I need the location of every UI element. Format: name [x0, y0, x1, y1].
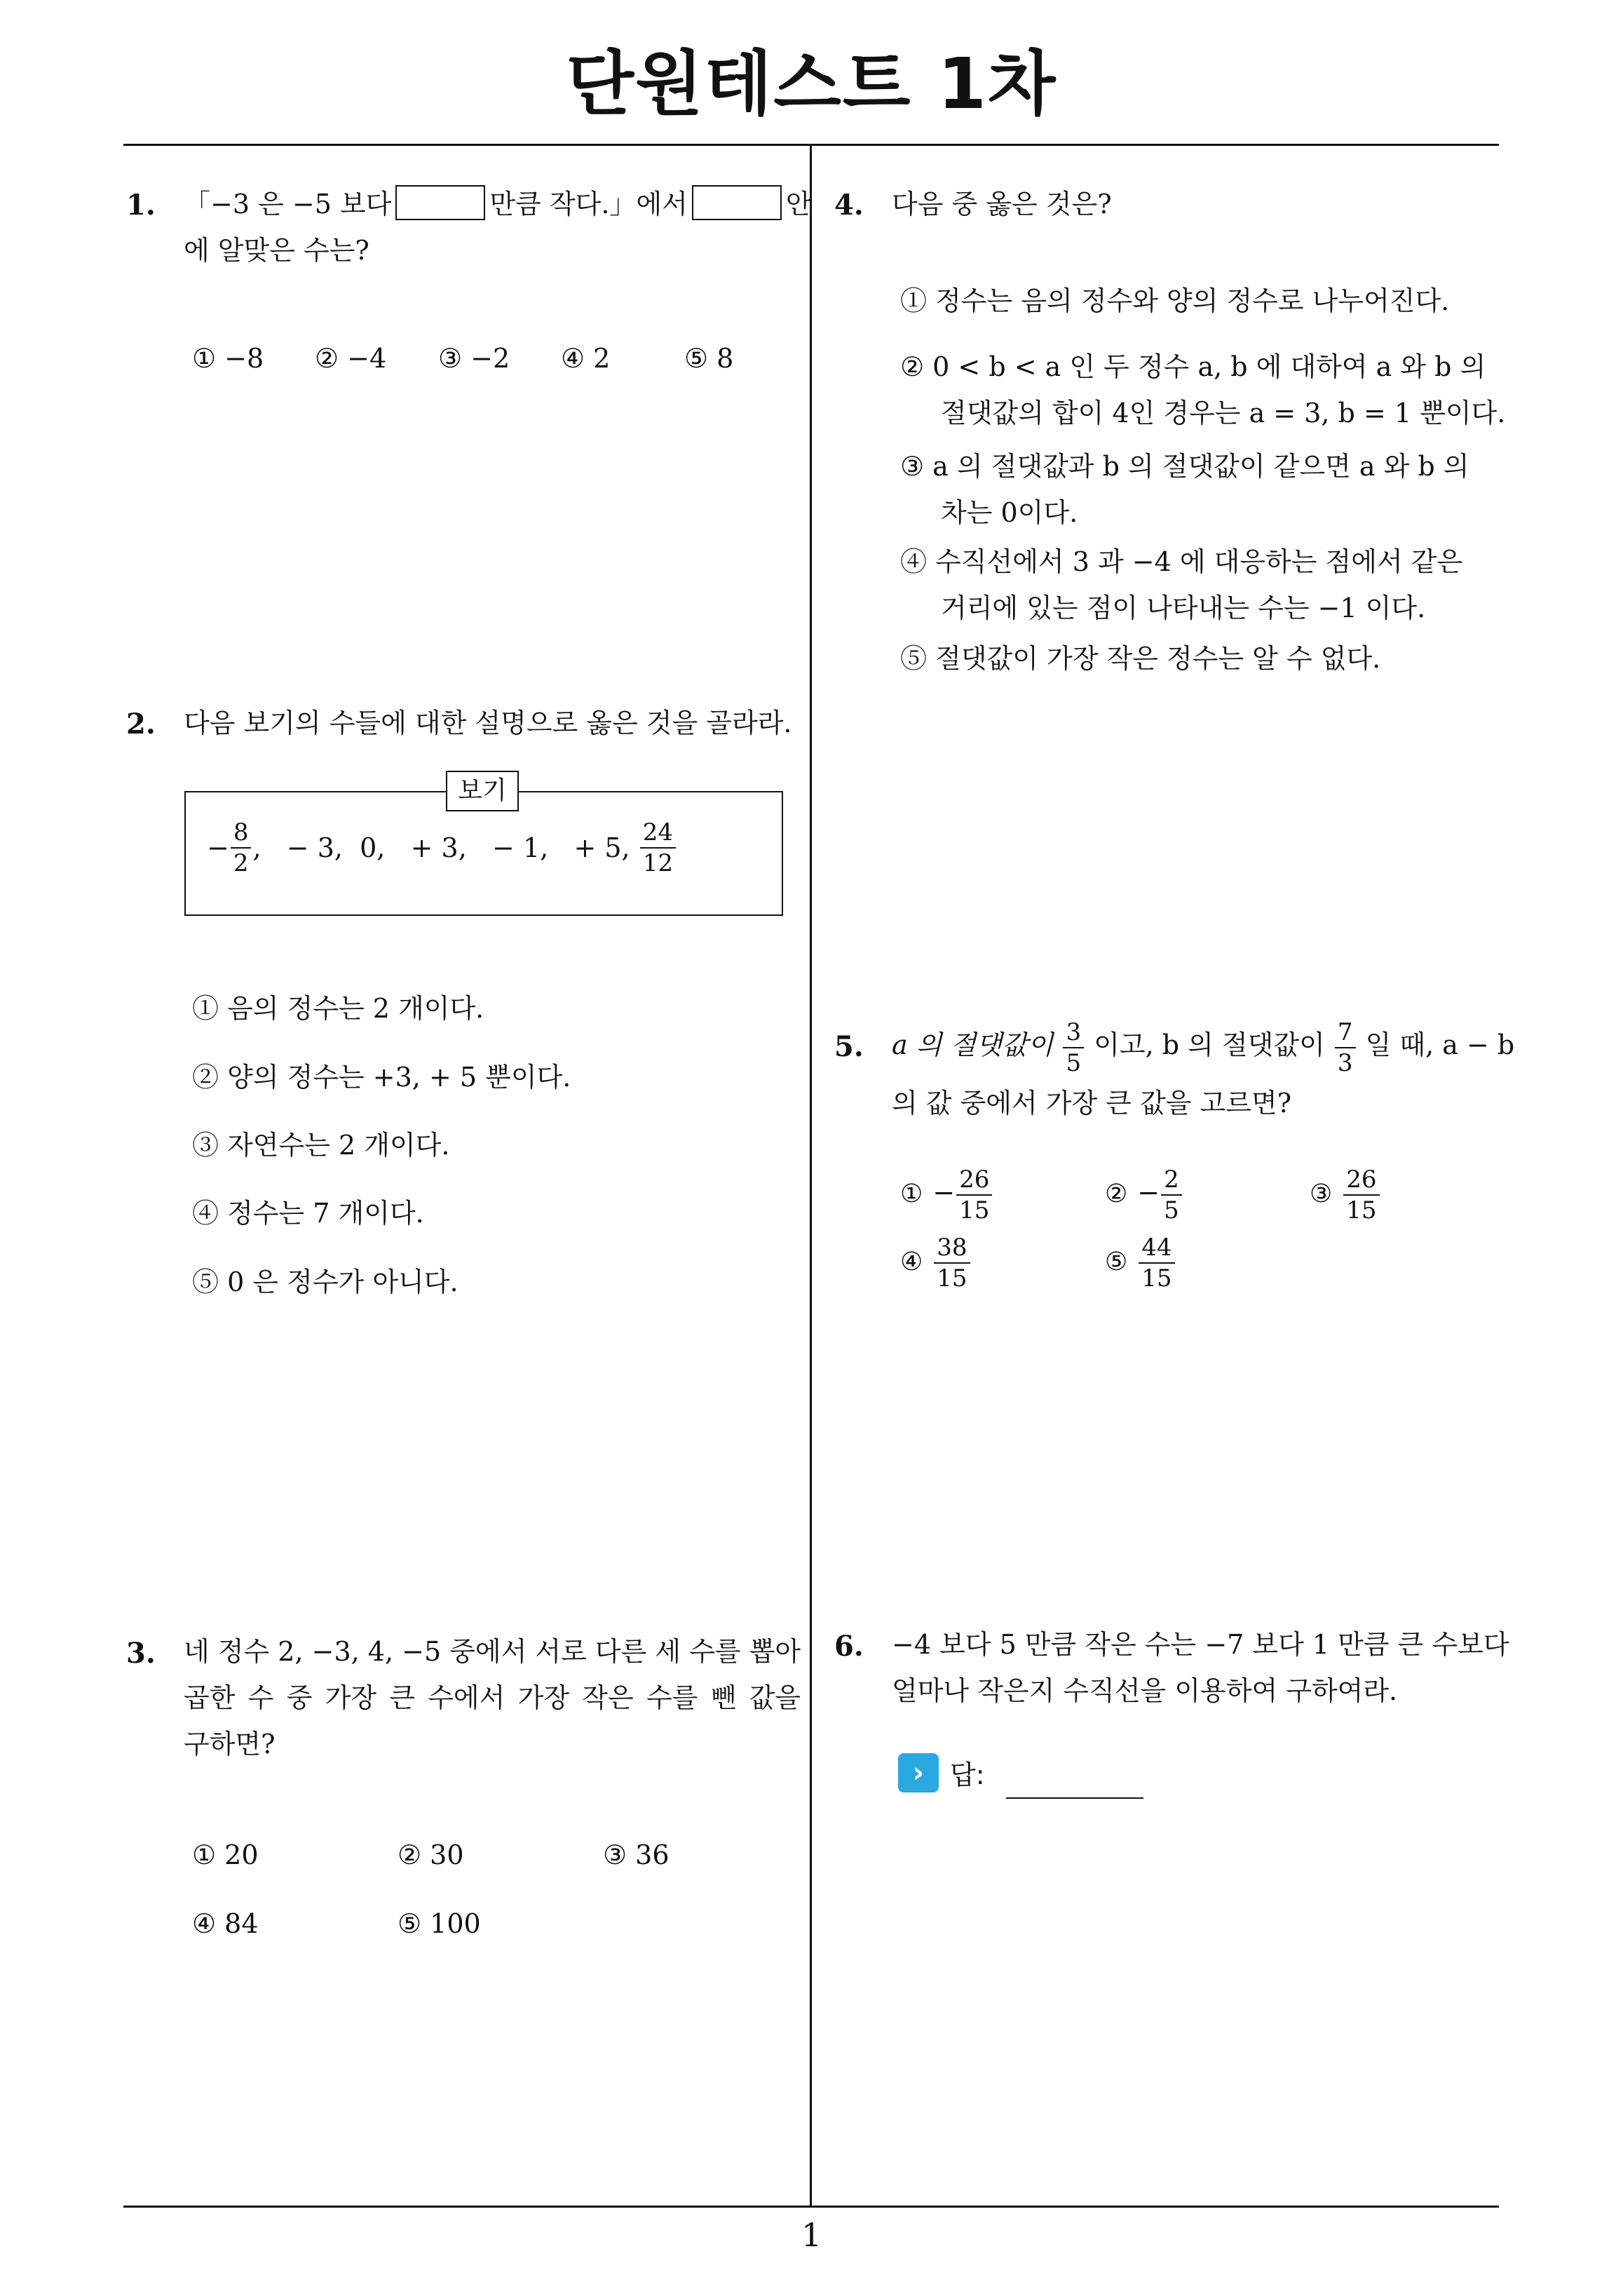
question-text-line: 다음 보기의 수들에 대한 설명으로 옳은 것을 골라라. — [184, 708, 792, 738]
bogi-label: 보기 — [446, 771, 519, 811]
option-3[interactable]: ③ −2 — [438, 343, 510, 374]
answer-input-line[interactable] — [1006, 1797, 1143, 1799]
question-text-line: 의 값 중에서 가장 큰 값을 고르면? — [892, 1088, 1292, 1119]
question-text-line: 에 알맞은 수는? — [184, 235, 369, 266]
option-3[interactable]: ③ a 의 절댓값과 b 의 절댓값이 같으면 a 와 b 의 차는 0이다. — [900, 451, 1469, 528]
option-5[interactable]: ⑤ 0 은 정수가 아니다. — [192, 1267, 459, 1297]
option-5[interactable]: ⑤ 절댓값이 가장 작은 정수는 알 수 없다. — [900, 643, 1381, 674]
fraction: $\frac{24}{12}$ — [640, 821, 676, 875]
option-1[interactable]: ① 20 — [192, 1839, 259, 1870]
option-2[interactable]: ② 0 < b < a 인 두 정수 a, b 에 대하여 a 와 b 의 절댓값의 합이 4인 경우는 a = 3, b = 1 뿐이다. — [900, 351, 1506, 428]
option-3[interactable]: ③ 36 — [603, 1839, 670, 1870]
question-number: 1. — [126, 189, 156, 222]
question-number: 4. — [834, 189, 864, 222]
page-title: 단원테스트 1차 — [566, 43, 1057, 125]
option-5[interactable]: ⑤ 100 — [398, 1908, 481, 1939]
question-text-line: 다음 중 옳은 것은? — [892, 189, 1112, 220]
fraction: $\frac{44}{15}$ — [1139, 1236, 1174, 1290]
question-text-line: 「−3 은 −5 보다 만큼 작다.」에서 안 — [184, 181, 801, 227]
question-text-line: 네 정수 2, −3, 4, −5 중에서 서로 다른 세 수를 뽑아 — [184, 1636, 801, 1667]
option-1[interactable]: ① 정수는 음의 정수와 양의 정수로 나누어진다. — [900, 285, 1450, 316]
question-text-line: 구하면? — [184, 1729, 276, 1760]
question-number: 3. — [126, 1637, 156, 1670]
option-4[interactable]: ④ 2 — [561, 343, 611, 374]
option-2[interactable]: ② 양의 정수는 +3, + 5 뿐이다. — [192, 1062, 571, 1093]
option-1[interactable]: ① 음의 정수는 2 개이다. — [192, 993, 484, 1024]
footer-divider — [123, 2206, 1499, 2208]
fraction: $\frac{26}{15}$ — [956, 1168, 992, 1222]
page-number: 1 — [801, 2216, 822, 2254]
answer-label: 답: — [950, 1760, 985, 1790]
option-5[interactable]: ⑤ $\frac{44}{15}$ — [1105, 1236, 1176, 1290]
fraction: $\frac{8}{2}$ — [231, 821, 252, 875]
bogi-numbers: − $\frac{8}{2}$ , − 3, 0, + 3, − 1, + 5, $\frac{24}{12}$ — [207, 821, 677, 875]
fraction: $\frac{26}{15}$ — [1343, 1168, 1379, 1222]
column-divider — [810, 145, 812, 2207]
question-text-line: 곱한 수 중 가장 큰 수에서 가장 작은 수를 뺀 값을 — [184, 1682, 801, 1713]
question-number: 6. — [834, 1630, 864, 1663]
fraction: $\frac{3}{5}$ — [1063, 1020, 1084, 1075]
fraction: $\frac{7}{3}$ — [1335, 1020, 1356, 1075]
option-2[interactable]: ② −4 — [315, 343, 387, 374]
question-text-line: 얼마나 작은지 수직선을 이용하여 구하여라. — [892, 1675, 1398, 1706]
fraction: $\frac{2}{5}$ — [1161, 1168, 1182, 1222]
question-number: 5. — [834, 1030, 864, 1063]
option-2[interactable]: ② − $\frac{2}{5}$ — [1105, 1168, 1183, 1222]
fraction: $\frac{38}{15}$ — [934, 1236, 970, 1290]
option-3[interactable]: ③ $\frac{26}{15}$ — [1310, 1168, 1381, 1222]
option-4[interactable]: ④ 수직선에서 3 과 −4 에 대응하는 점에서 같은 거리에 있는 점이 나타내는 수는 −1 이다. — [900, 546, 1463, 623]
option-3[interactable]: ③ 자연수는 2 개이다. — [192, 1130, 450, 1161]
option-4[interactable]: ④ 84 — [192, 1908, 259, 1939]
option-1[interactable]: ① − $\frac{26}{15}$ — [900, 1168, 993, 1222]
chevron-right-icon: › — [898, 1753, 939, 1792]
question-number: 2. — [126, 708, 156, 741]
answer-blank-box — [395, 185, 485, 220]
option-2[interactable]: ② 30 — [398, 1839, 464, 1870]
option-4[interactable]: ④ $\frac{38}{15}$ — [900, 1236, 972, 1290]
answer-blank-box — [692, 185, 782, 220]
option-5[interactable]: ⑤ 8 — [684, 343, 734, 374]
option-1[interactable]: ① −8 — [192, 343, 264, 374]
question-text-line: a 의 절댓값이 $\frac{3}{5}$ 이고, b 의 절댓값이 $\frac{7}{3}$ 일 때, a − b — [892, 1018, 1515, 1077]
option-4[interactable]: ④ 정수는 7 개이다. — [192, 1198, 424, 1229]
question-text-line: −4 보다 5 만큼 작은 수는 −7 보다 1 만큼 큰 수보다 — [892, 1629, 1509, 1660]
